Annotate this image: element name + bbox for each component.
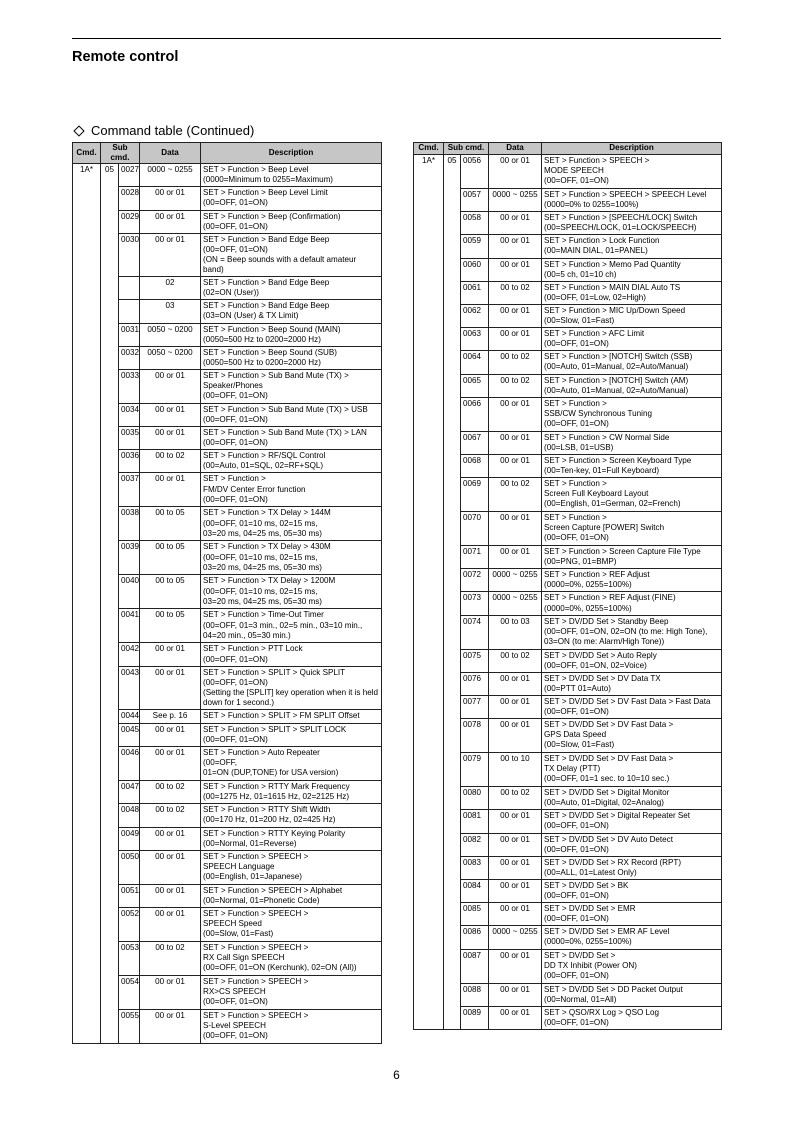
data-cell: 00 or 01 (489, 1006, 542, 1029)
data-cell: 00 or 01 (489, 833, 542, 856)
code-cell: 0034 (119, 403, 140, 426)
header-data: Data (489, 143, 542, 155)
code-cell: 0036 (119, 450, 140, 473)
data-cell: 03 (140, 300, 201, 323)
code-cell (119, 300, 140, 323)
table-row (414, 454, 722, 477)
data-cell: 00 to 05 (140, 507, 201, 541)
table-row (73, 827, 382, 850)
data-cell: 0000 ~ 0255 (489, 926, 542, 949)
table-row (414, 478, 722, 512)
table-row (73, 710, 382, 724)
data-cell: 00 or 01 (140, 643, 201, 666)
description-cell: SET > Function > SPEECH > SPEECH Language (00=English, 01=Japanese) (201, 850, 382, 884)
table-row (73, 473, 382, 507)
table-row (73, 575, 382, 609)
data-cell: 00 or 01 (489, 235, 542, 258)
description-cell: SET > Function > REF Adjust (FINE) (0000=0%, 0255=100%) (542, 592, 722, 615)
description-cell: SET > Function > Auto Repeater (00=OFF, 01=ON (DUP,TONE) for USA version) (201, 747, 382, 781)
description-cell: SET > DV/DD Set > EMR (00=OFF, 01=ON) (542, 903, 722, 926)
table-row (73, 850, 382, 884)
code-cell: 0075 (461, 649, 489, 672)
code-cell: 0041 (119, 609, 140, 643)
section-heading (72, 123, 254, 138)
code-cell: 0073 (461, 592, 489, 615)
description-cell: SET > Function > SPEECH > SPEECH Speed (00=Slow, 01=Fast) (201, 907, 382, 941)
data-cell: 00 or 01 (489, 546, 542, 569)
sub-cmd-cell: 05 (101, 164, 119, 1044)
description-cell: SET > Function > SSB/CW Synchronous Tuning (00=OFF, 01=ON) (542, 397, 722, 431)
table-row (73, 277, 382, 300)
description-cell: SET > Function > Band Edge Beep (00=OFF, 01=ON) (ON = Beep sounds with a default amateur band) (201, 233, 382, 276)
code-cell: 0038 (119, 507, 140, 541)
description-cell: SET > Function > Sub Band Mute (TX) > LAN (00=OFF, 01=ON) (201, 427, 382, 450)
description-cell: SET > Function > MIC Up/Down Speed (00=Slow, 01=Fast) (542, 304, 722, 327)
description-cell: SET > DV/DD Set > DV Fast Data > TX Delay (PTT) (00=OFF, 01=1 sec. to 10=10 sec.) (542, 753, 722, 787)
code-cell: 0035 (119, 427, 140, 450)
cmd-cell: 1A* (73, 164, 101, 1044)
description-cell: SET > Function > SPEECH > RX Call Sign SPEECH (00=OFF, 01=ON (Kerchunk), 02=ON (All)) (201, 941, 382, 975)
data-cell: 00 or 01 (489, 431, 542, 454)
description-cell: SET > Function > RTTY Shift Width (00=170 Hz, 01=200 Hz, 02=425 Hz) (201, 804, 382, 827)
data-cell: 00 to 02 (489, 649, 542, 672)
description-cell: SET > Function > Screen Keyboard Type (00=Ten-key, 01=Full Keyboard) (542, 454, 722, 477)
code-cell: 0067 (461, 431, 489, 454)
description-cell: SET > Function > Lock Function (00=MAIN DIAL, 01=PANEL) (542, 235, 722, 258)
code-cell: 0028 (119, 187, 140, 210)
code-cell: 0081 (461, 810, 489, 833)
data-cell: 00 to 02 (489, 351, 542, 374)
code-cell: 0046 (119, 747, 140, 781)
code-cell: 0052 (119, 907, 140, 941)
data-cell: 00 to 10 (489, 753, 542, 787)
description-cell: SET > Function > SPLIT > SPLIT LOCK (00=OFF, 01=ON) (201, 724, 382, 747)
description-cell: SET > Function > SPLIT > FM SPLIT Offset (201, 710, 382, 724)
code-cell: 0083 (461, 856, 489, 879)
data-cell: 0050 ~ 0200 (140, 346, 201, 369)
table-row (73, 507, 382, 541)
data-cell: 0000 ~ 0255 (489, 592, 542, 615)
table-row (414, 903, 722, 926)
sub-cmd-cell: 05 (444, 155, 461, 1030)
description-cell: SET > DV/DD Set > DD TX Inhibit (Power ON) (00=OFF, 01=ON) (542, 949, 722, 983)
code-cell: 0033 (119, 369, 140, 403)
data-cell: 0050 ~ 0200 (140, 323, 201, 346)
data-cell: 00 or 01 (140, 907, 201, 941)
description-cell: SET > Function > SPLIT > Quick SPLIT (00=OFF, 01=ON) (Setting the [SPLIT] key operation when it is held down for 1 second.) (201, 666, 382, 709)
table-row (414, 649, 722, 672)
table-row (414, 281, 722, 304)
code-cell: 0078 (461, 719, 489, 753)
table-row (414, 719, 722, 753)
table-row (73, 346, 382, 369)
section-heading-text: Command table (Continued) (91, 123, 255, 138)
code-cell: 0050 (119, 850, 140, 884)
table-row (414, 431, 722, 454)
description-cell: SET > Function > [SPEECH/LOCK] Switch (00=SPEECH/LOCK, 01=LOCK/SPEECH) (542, 212, 722, 235)
data-cell: 00 to 02 (140, 941, 201, 975)
data-cell: 00 or 01 (140, 210, 201, 233)
description-cell: SET > DV/DD Set > RX Record (RPT) (00=ALL, 01=Latest Only) (542, 856, 722, 879)
data-cell: 00 or 01 (140, 427, 201, 450)
table-row (73, 884, 382, 907)
data-cell: 00 or 01 (489, 212, 542, 235)
description-cell: SET > Function > Beep Sound (MAIN) (0050=500 Hz to 0200=2000 Hz) (201, 323, 382, 346)
description-cell: SET > DV/DD Set > Standby Beep (00=OFF, 01=ON, 02=ON (to me: High Tone), 03=ON (to me: Alarm/High Tone)) (542, 615, 722, 649)
code-cell: 0089 (461, 1006, 489, 1029)
table-row (414, 374, 722, 397)
table-row (73, 781, 382, 804)
data-cell: 00 or 01 (489, 328, 542, 351)
code-cell: 0054 (119, 975, 140, 1009)
code-cell: 0059 (461, 235, 489, 258)
code-cell: 0082 (461, 833, 489, 856)
description-cell: SET > Function > Memo Pad Quantity (00=5 ch, 01=10 ch) (542, 258, 722, 281)
code-cell: 0084 (461, 879, 489, 902)
data-cell: 00 to 02 (140, 804, 201, 827)
data-cell: 00 or 01 (489, 983, 542, 1006)
code-cell: 0045 (119, 724, 140, 747)
header-cmd: Cmd. (73, 143, 101, 164)
data-cell: 00 or 01 (489, 155, 542, 189)
code-cell: 0029 (119, 210, 140, 233)
description-cell: SET > Function > [NOTCH] Switch (AM) (00=Auto, 01=Manual, 02=Auto/Manual) (542, 374, 722, 397)
code-cell: 0074 (461, 615, 489, 649)
code-cell: 0058 (461, 212, 489, 235)
table-row (414, 672, 722, 695)
table-header-row (414, 143, 722, 155)
description-cell: SET > Function > Beep Level Limit (00=OFF, 01=ON) (201, 187, 382, 210)
table-row (414, 304, 722, 327)
code-cell: 0066 (461, 397, 489, 431)
header-description: Description (542, 143, 722, 155)
data-cell: 00 to 02 (140, 781, 201, 804)
data-cell: 00 or 01 (140, 233, 201, 276)
code-cell: 0027 (119, 164, 140, 187)
table-row (414, 569, 722, 592)
description-cell: SET > DV/DD Set > DV Auto Detect (00=OFF, 01=ON) (542, 833, 722, 856)
description-cell: SET > Function > RTTY Mark Frequency (00=1275 Hz, 01=1615 Hz, 02=2125 Hz) (201, 781, 382, 804)
table-row (414, 155, 722, 189)
table-row (414, 212, 722, 235)
table-row (73, 187, 382, 210)
description-cell: SET > Function > AFC Limit (00=OFF, 01=ON) (542, 328, 722, 351)
data-cell: 00 to 05 (140, 541, 201, 575)
table-row (414, 696, 722, 719)
code-cell: 0086 (461, 926, 489, 949)
table-row (414, 879, 722, 902)
description-cell: SET > Function > SPEECH > SPEECH Level (0000=0% to 0255=100%) (542, 189, 722, 212)
description-cell: SET > DV/DD Set > Digital Repeater Set (00=OFF, 01=ON) (542, 810, 722, 833)
table-row (414, 949, 722, 983)
data-cell: 0000 ~ 0255 (489, 569, 542, 592)
data-cell: See p. 16 (140, 710, 201, 724)
code-cell: 0079 (461, 753, 489, 787)
code-cell: 0031 (119, 323, 140, 346)
table-row (73, 403, 382, 426)
code-cell (119, 277, 140, 300)
table-row (73, 427, 382, 450)
table-row (73, 724, 382, 747)
description-cell: SET > DV/DD Set > DD Packet Output (00=Normal, 01=All) (542, 983, 722, 1006)
header-cmd: Cmd. (414, 143, 444, 155)
code-cell: 0060 (461, 258, 489, 281)
code-cell: 0042 (119, 643, 140, 666)
table-row (73, 210, 382, 233)
description-cell: SET > Function > SPEECH > MODE SPEECH (00=OFF, 01=ON) (542, 155, 722, 189)
description-cell: SET > Function > TX Delay > 430M (00=OFF, 01=10 ms, 02=15 ms, 03=20 ms, 04=25 ms, 05=30 ms) (201, 541, 382, 575)
description-cell: SET > DV/DD Set > BK (00=OFF, 01=ON) (542, 879, 722, 902)
table-row (73, 666, 382, 709)
table-row (414, 926, 722, 949)
description-cell: SET > DV/DD Set > Digital Monitor (00=Auto, 01=Digital, 02=Analog) (542, 787, 722, 810)
code-cell: 0069 (461, 478, 489, 512)
code-cell: 0076 (461, 672, 489, 695)
page-title: Remote control (72, 49, 179, 65)
table-row (73, 300, 382, 323)
header-rule (72, 38, 721, 39)
code-cell: 0080 (461, 787, 489, 810)
code-cell: 0077 (461, 696, 489, 719)
data-cell: 02 (140, 277, 201, 300)
code-cell: 0040 (119, 575, 140, 609)
description-cell: SET > Function > Sub Band Mute (TX) > Speaker/Phones (00=OFF, 01=ON) (201, 369, 382, 403)
description-cell: SET > Function > SPEECH > Alphabet (00=Normal, 01=Phonetic Code) (201, 884, 382, 907)
table-row (414, 1006, 722, 1029)
data-cell: 00 or 01 (140, 747, 201, 781)
data-cell: 00 or 01 (489, 258, 542, 281)
description-cell: SET > Function > Band Edge Beep (02=ON (User)) (201, 277, 382, 300)
description-cell: SET > Function > Beep Level (0000=Minimum to 0255=Maximum) (201, 164, 382, 187)
data-cell: 00 or 01 (140, 850, 201, 884)
table-row (414, 856, 722, 879)
description-cell: SET > Function > RTTY Keying Polarity (00=Normal, 01=Reverse) (201, 827, 382, 850)
data-cell: 00 or 01 (489, 903, 542, 926)
table-row (73, 941, 382, 975)
data-cell: 00 or 01 (140, 403, 201, 426)
description-cell: SET > Function > Screen Capture File Type (00=PNG, 01=BMP) (542, 546, 722, 569)
data-cell: 00 or 01 (489, 454, 542, 477)
code-cell: 0051 (119, 884, 140, 907)
code-cell: 0053 (119, 941, 140, 975)
description-cell: SET > DV/DD Set > DV Fast Data > Fast Data (00=OFF, 01=ON) (542, 696, 722, 719)
code-cell: 0049 (119, 827, 140, 850)
data-cell: 00 or 01 (140, 1009, 201, 1043)
data-cell: 00 or 01 (489, 696, 542, 719)
table-row (414, 833, 722, 856)
table-row (73, 541, 382, 575)
description-cell: SET > Function > SPEECH > RX>CS SPEECH (00=OFF, 01=ON) (201, 975, 382, 1009)
data-cell: 00 to 05 (140, 575, 201, 609)
data-cell: 00 to 03 (489, 615, 542, 649)
table-row (73, 450, 382, 473)
code-cell: 0032 (119, 346, 140, 369)
description-cell: SET > Function > SPEECH > S-Level SPEECH (00=OFF, 01=ON) (201, 1009, 382, 1043)
table-row (414, 235, 722, 258)
description-cell: SET > Function > REF Adjust (0000=0%, 0255=100%) (542, 569, 722, 592)
data-cell: 00 or 01 (140, 975, 201, 1009)
description-cell: SET > DV/DD Set > EMR AF Level (0000=0%, 0255=100%) (542, 926, 722, 949)
data-cell: 00 or 01 (489, 719, 542, 753)
table-header-row (73, 143, 382, 164)
description-cell: SET > Function > Time-Out Timer (00=OFF, 01=3 min., 02=5 min., 03=10 min., 04=20 min., 05=30 min.) (201, 609, 382, 643)
data-cell: 00 or 01 (140, 884, 201, 907)
table-row (73, 323, 382, 346)
code-cell: 0087 (461, 949, 489, 983)
code-cell: 0056 (461, 155, 489, 189)
description-cell: SET > Function > TX Delay > 144M (00=OFF, 01=10 ms, 02=15 ms, 03=20 ms, 04=25 ms, 05=30 ms) (201, 507, 382, 541)
header-sub-cmd: Sub cmd. (101, 143, 140, 164)
data-cell: 00 or 01 (489, 810, 542, 833)
code-cell: 0071 (461, 546, 489, 569)
data-cell: 00 to 02 (489, 787, 542, 810)
table-row (73, 804, 382, 827)
code-cell: 0055 (119, 1009, 140, 1043)
description-cell: SET > Function > Sub Band Mute (TX) > USB (00=OFF, 01=ON) (201, 403, 382, 426)
data-cell: 00 or 01 (140, 187, 201, 210)
header-sub-cmd: Sub cmd. (444, 143, 489, 155)
code-cell: 0062 (461, 304, 489, 327)
data-cell: 00 or 01 (140, 473, 201, 507)
data-cell: 0000 ~ 0255 (140, 164, 201, 187)
code-cell: 0065 (461, 374, 489, 397)
table-row (73, 233, 382, 276)
description-cell: SET > Function > [NOTCH] Switch (SSB) (00=Auto, 01=Manual, 02=Auto/Manual) (542, 351, 722, 374)
table-row (414, 512, 722, 546)
description-cell: SET > QSO/RX Log > QSO Log (00=OFF, 01=ON) (542, 1006, 722, 1029)
code-cell: 0064 (461, 351, 489, 374)
code-cell: 0088 (461, 983, 489, 1006)
description-cell: SET > DV/DD Set > DV Fast Data > GPS Data Speed (00=Slow, 01=Fast) (542, 719, 722, 753)
data-cell: 00 or 01 (140, 666, 201, 709)
code-cell: 0057 (461, 189, 489, 212)
description-cell: SET > Function > Screen Capture [POWER] Switch (00=OFF, 01=ON) (542, 512, 722, 546)
table-row (73, 369, 382, 403)
code-cell: 0085 (461, 903, 489, 926)
table-row (414, 397, 722, 431)
code-cell: 0039 (119, 541, 140, 575)
code-cell: 0070 (461, 512, 489, 546)
data-cell: 00 or 01 (489, 856, 542, 879)
code-cell: 0063 (461, 328, 489, 351)
code-cell: 0048 (119, 804, 140, 827)
data-cell: 00 to 02 (140, 450, 201, 473)
code-cell: 0037 (119, 473, 140, 507)
table-row (73, 907, 382, 941)
table-row (73, 643, 382, 666)
description-cell: SET > DV/DD Set > Auto Reply (00=OFF, 01=ON, 02=Voice) (542, 649, 722, 672)
table-row (73, 164, 382, 187)
code-cell: 0072 (461, 569, 489, 592)
data-cell: 00 or 01 (489, 672, 542, 695)
data-cell: 00 to 05 (140, 609, 201, 643)
data-cell: 00 to 02 (489, 374, 542, 397)
data-cell: 00 or 01 (489, 949, 542, 983)
code-cell: 0030 (119, 233, 140, 276)
description-cell: SET > DV/DD Set > DV Data TX (00=PTT 01=Auto) (542, 672, 722, 695)
description-cell: SET > Function > Screen Full Keyboard Layout (00=English, 01=German, 02=French) (542, 478, 722, 512)
description-cell: SET > Function > Beep Sound (SUB) (0050=500 Hz to 0200=2000 Hz) (201, 346, 382, 369)
header-data: Data (140, 143, 201, 164)
code-cell: 0061 (461, 281, 489, 304)
table-row (73, 1009, 382, 1043)
data-cell: 00 or 01 (489, 879, 542, 902)
header-description: Description (201, 143, 382, 164)
diamond-icon (73, 125, 84, 136)
data-cell: 00 or 01 (140, 724, 201, 747)
table-row (414, 592, 722, 615)
description-cell: SET > Function > Band Edge Beep (03=ON (User) & TX Limit) (201, 300, 382, 323)
description-cell: SET > Function > Beep (Confirmation) (00=OFF, 01=ON) (201, 210, 382, 233)
table-row (73, 747, 382, 781)
table-row (414, 328, 722, 351)
description-cell: SET > Function > CW Normal Side (00=LSB, 01=USB) (542, 431, 722, 454)
table-row (414, 351, 722, 374)
data-cell: 0000 ~ 0255 (489, 189, 542, 212)
table-row (73, 975, 382, 1009)
code-cell: 0047 (119, 781, 140, 804)
data-cell: 00 or 01 (140, 369, 201, 403)
description-cell: SET > Function > TX Delay > 1200M (00=OFF, 01=10 ms, 02=15 ms, 03=20 ms, 04=25 ms, 05=30 ms) (201, 575, 382, 609)
data-cell: 00 or 01 (489, 512, 542, 546)
table-row (414, 787, 722, 810)
table-row (414, 546, 722, 569)
data-cell: 00 to 02 (489, 281, 542, 304)
code-cell: 0043 (119, 666, 140, 709)
description-cell: SET > Function > FM/DV Center Error function (00=OFF, 01=ON) (201, 473, 382, 507)
table-row (73, 609, 382, 643)
data-cell: 00 or 01 (489, 304, 542, 327)
page-number: 6 (393, 1068, 400, 1082)
data-cell: 00 to 02 (489, 478, 542, 512)
table-row (414, 189, 722, 212)
command-table-left (72, 142, 382, 1044)
data-cell: 00 or 01 (489, 397, 542, 431)
table-row (414, 753, 722, 787)
data-cell: 00 or 01 (140, 827, 201, 850)
code-cell: 0068 (461, 454, 489, 477)
code-cell: 0044 (119, 710, 140, 724)
command-table-right (413, 142, 722, 1030)
table-row (414, 258, 722, 281)
table-row (414, 615, 722, 649)
description-cell: SET > Function > PTT Lock (00=OFF, 01=ON) (201, 643, 382, 666)
description-cell: SET > Function > RF/SQL Control (00=Auto, 01=SQL, 02=RF+SQL) (201, 450, 382, 473)
table-row (414, 983, 722, 1006)
table-row (414, 810, 722, 833)
description-cell: SET > Function > MAIN DIAL Auto TS (00=OFF, 01=Low, 02=High) (542, 281, 722, 304)
cmd-cell: 1A* (414, 155, 444, 1030)
